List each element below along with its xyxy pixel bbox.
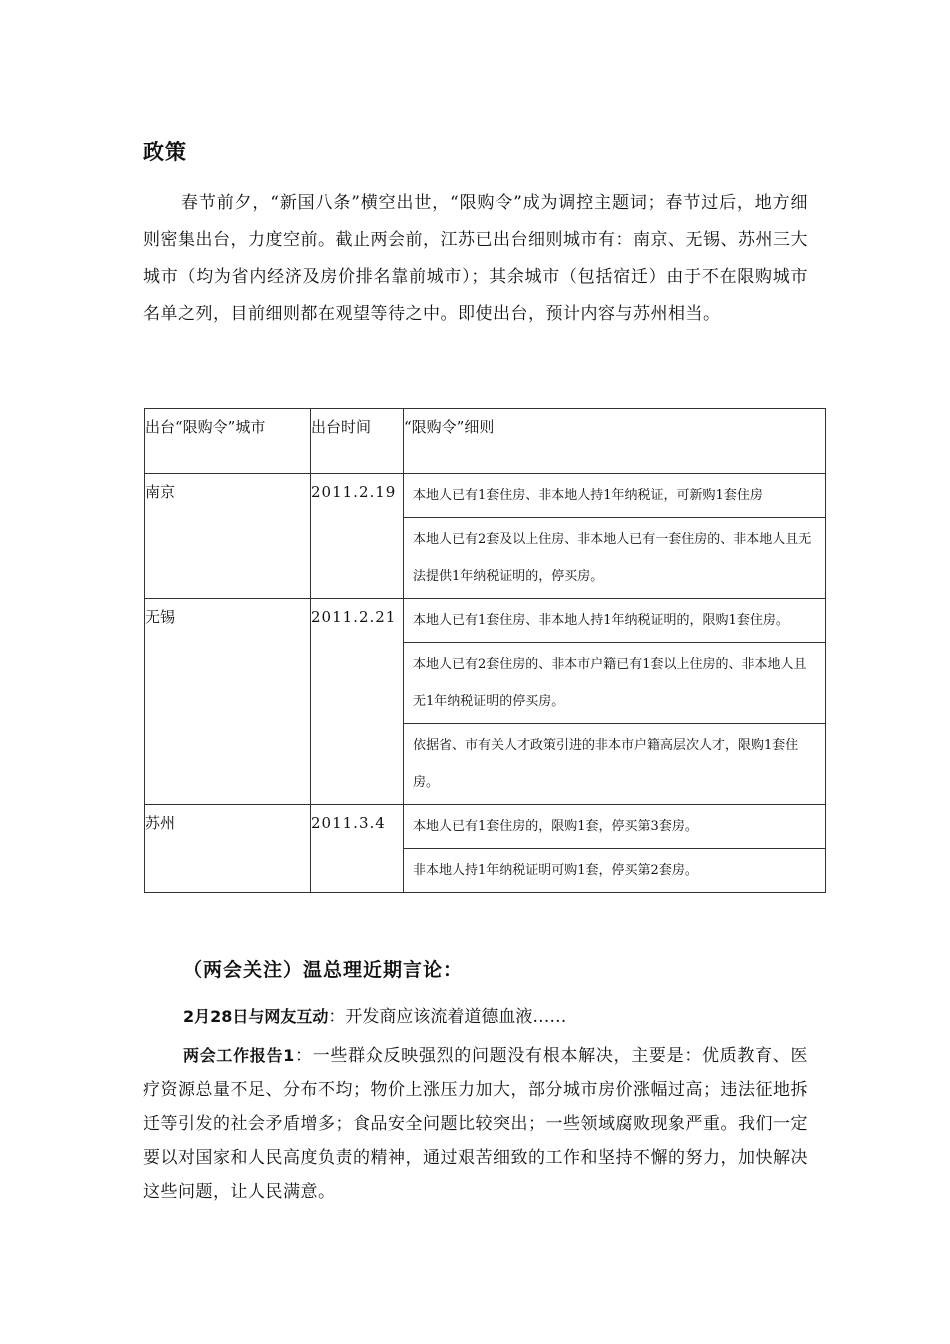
rule-item: 本地人已有1套住房、非本地人持1年纳税证，可新购1套住房 bbox=[404, 474, 825, 518]
date-cell: 2011.2.19 bbox=[311, 474, 404, 599]
table-row bbox=[145, 599, 826, 805]
quote-label: 两会工作报告1 bbox=[183, 1046, 295, 1065]
quote-netizen-interaction bbox=[183, 1000, 566, 1034]
date-cell: 2011.2.21 bbox=[311, 599, 404, 805]
table-header-row bbox=[145, 409, 826, 474]
date-cell: 2011.3.4 bbox=[311, 805, 404, 893]
city-cell: 苏州 bbox=[145, 805, 311, 893]
quote-text: ：一些群众反映强烈的问题没有根本解决，主要是：优质教育、医疗资源总量不足、分布不均；物价上涨压力加大，部分城市房价涨幅过高；违法征地拆迁等引发的社会矛盾增多；食品安全问题比较突出；一些领域腐败现象严重。我们一定要以对国家和人民高度负责的精神，通过艰苦细致的工作和坚持不懈的努力，加快解决这些问题，让人民满意。 bbox=[143, 1046, 808, 1202]
header-rules: “限购令”细则 bbox=[404, 409, 826, 474]
rules-cell bbox=[404, 599, 826, 805]
table-row bbox=[145, 805, 826, 893]
purchase-restriction-table bbox=[144, 408, 826, 893]
rule-item: 本地人已有2套住房的、非本市户籍已有1套以上住房的、非本地人且无1年纳税证明的停买房。 bbox=[404, 643, 825, 724]
rule-item: 本地人已有2套及以上住房、非本地人已有一套住房的、非本地人且无法提供1年纳税证明的，停买房。 bbox=[413, 532, 812, 584]
city-cell: 南京 bbox=[145, 474, 311, 599]
city-cell: 无锡 bbox=[145, 599, 311, 805]
section-title-two-sessions: （两会关注）温总理近期言论： bbox=[183, 959, 464, 981]
quote-text: ：开发商应该流着道德血液…… bbox=[328, 1007, 567, 1027]
rule-item: 本地人已有1套住房的，限购1套，停买第3套房。 bbox=[404, 805, 825, 849]
rule-item: 非本地人持1年纳税证明可购1套，停买第2套房。 bbox=[413, 863, 698, 878]
policy-paragraph: 春节前夕，“新国八条”横空出世，“限购令”成为调控主题词；春节过后，地方细则密集出台，力度空前。截止两会前，江苏已出台细则城市有：南京、无锡、苏州三大城市（均为省内经济及房价排名靠前城市）；其余城市（包括宿迁）由于不在限购城市名单之列，目前细则都在观望等待之中。即使出台，预计内容与苏州相当。 bbox=[143, 193, 808, 324]
table-row bbox=[145, 474, 826, 599]
header-city: 出台“限购令”城市 bbox=[145, 409, 311, 474]
section-title-policy: 政策 bbox=[143, 140, 187, 164]
quote-label: 2月28日与网友互动 bbox=[183, 1007, 329, 1026]
header-date: 出台时间 bbox=[311, 409, 404, 474]
rules-cell bbox=[404, 474, 826, 599]
rule-item: 依据省、市有关人才政策引进的非本市户籍高层次人才，限购1套住房。 bbox=[413, 738, 799, 790]
rule-item: 本地人已有1套住房、非本地人持1年纳税证明的，限购1套住房。 bbox=[404, 599, 825, 643]
rules-cell bbox=[404, 805, 826, 893]
quote-work-report bbox=[143, 1039, 808, 1209]
